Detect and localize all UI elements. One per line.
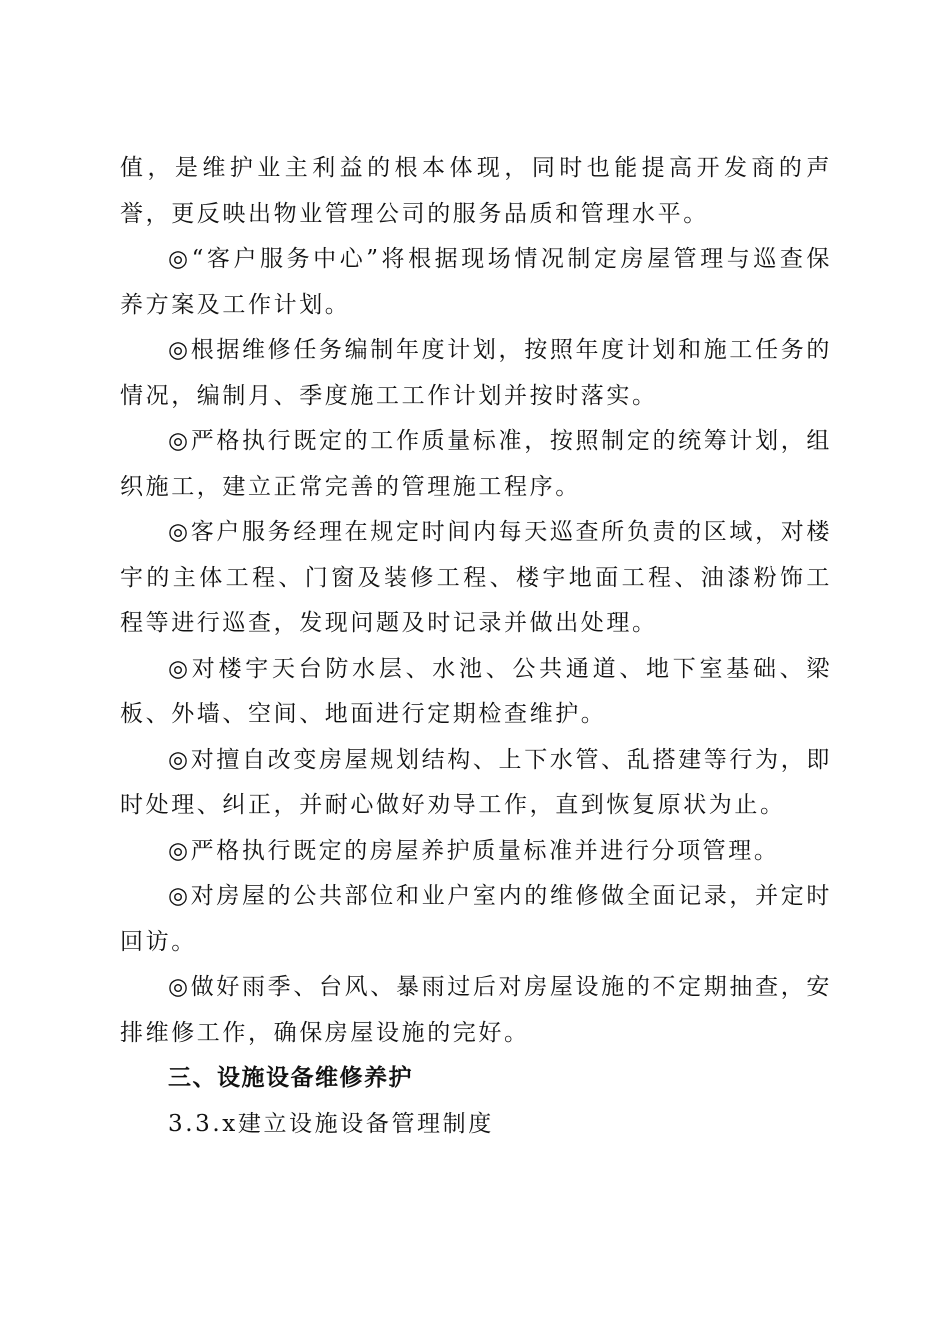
paragraph-weather-checks: ◎做好雨季、台风、暴雨过后对房屋设施的不定期抽查，安排维修工作，确保房屋设施的完好。 [120,974,832,1046]
paragraph-service-center-plan: ◎“客户服务中心”将根据现场情况制定房屋管理与巡查保养方案及工作计划。 [120,246,832,318]
paragraph-unauthorized-changes: ◎对擅自改变房屋规划结构、上下水管、乱搭建等行为，即时处理、纠正，并耐心做好劝导工作，直到恢复原状为止。 [120,746,832,818]
paragraph-periodic-check: ◎对楼宇天台防水层、水池、公共通道、地下室基础、梁板、外墙、空间、地面进行定期检查维护。 [120,655,832,727]
paragraph-maintenance-standard: ◎严格执行既定的房屋养护质量标准并进行分项管理。 [168,837,780,864]
paragraph-continuation: 值，是维护业主利益的根本体现，同时也能提高开发商的声誉，更反映出物业管理公司的服务品质和管理水平。 [120,155,832,227]
section-heading: 三、设施设备维修养护 [168,1065,413,1091]
paragraph-daily-inspection: ◎客户服务经理在规定时间内每天巡查所负责的区域，对楼宇的主体工程、门窗及装修工程、楼宇地面工程、油漆粉饰工程等进行巡查，发现问题及时记录并做出处理。 [120,519,832,636]
subsection-heading: 3.3.x建立设施设备管理制度 [168,1110,494,1137]
paragraph-quality-standard: ◎严格执行既定的工作质量标准，按照制定的统筹计划，组织施工，建立正常完善的管理施工程序。 [120,428,832,500]
paragraph-repair-records: ◎对房屋的公共部位和业户室内的维修做全面记录，并定时回访。 [120,883,832,955]
paragraph-annual-plan: ◎根据维修任务编制年度计划，按照年度计划和施工任务的情况，编制月、季度施工工作计划并按时落实。 [120,337,832,409]
document-body [120,146,832,1147]
